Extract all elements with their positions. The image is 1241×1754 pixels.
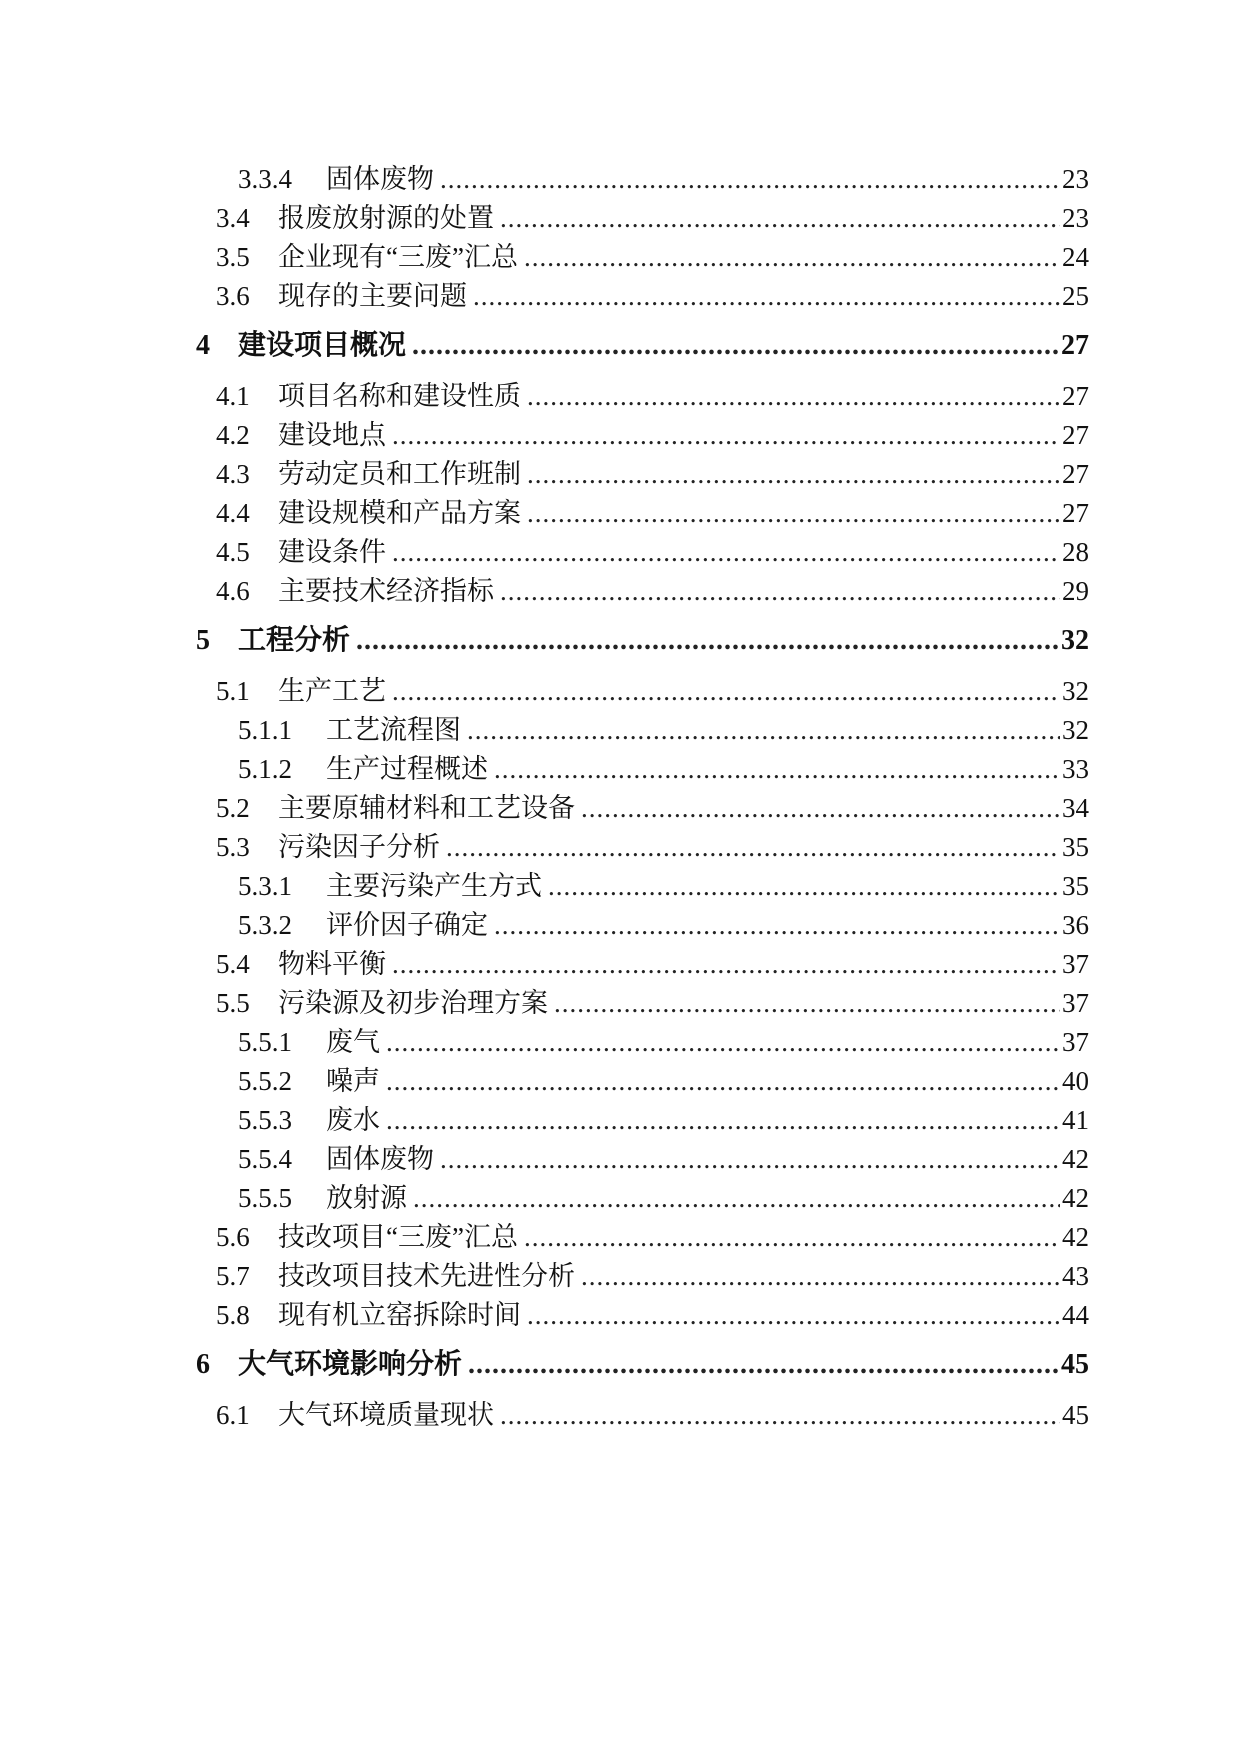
toc-entry[interactable]: [196, 418, 1089, 452]
toc-entry-page-number: 29: [1062, 576, 1089, 606]
toc-entry-title: 大气环境影响分析: [238, 1349, 463, 1380]
dot-leader: [500, 201, 1060, 235]
toc-entry-page-number: 45: [1061, 1349, 1089, 1380]
toc-entry-page-number: 43: [1062, 1261, 1089, 1291]
toc-entry-title: 物料平衡: [278, 949, 386, 979]
dot-leader: [524, 1220, 1060, 1254]
toc-entry-title: 废水: [326, 1105, 380, 1135]
toc-entry-page-number: 32: [1062, 676, 1089, 706]
toc-entry-number: 3.5: [216, 242, 250, 272]
toc-entry-title: 大气环境质量现状: [278, 1400, 494, 1430]
dot-leader: [392, 535, 1060, 569]
toc-entry-title: 现有机立窑拆除时间: [278, 1300, 521, 1330]
toc-entry-title: 生产工艺: [278, 676, 386, 706]
toc-entry-number: 5.5.1: [238, 1027, 292, 1057]
toc-entry-page-number: 27: [1062, 498, 1089, 528]
toc-entry-number: 5.5.4: [238, 1144, 292, 1174]
toc-entry[interactable]: [196, 752, 1089, 786]
toc-entry[interactable]: [196, 162, 1089, 196]
toc-entry-number: 3.6: [216, 281, 250, 311]
toc-entry-title: 生产过程概述: [326, 754, 488, 784]
toc-entry-title: 污染源及初步治理方案: [278, 988, 548, 1018]
dot-leader: [494, 908, 1060, 942]
toc-entry-title: 建设地点: [278, 420, 386, 450]
toc-entry-title: 现存的主要问题: [278, 281, 467, 311]
toc-entry[interactable]: [196, 869, 1089, 903]
toc-entry-title: 放射源: [326, 1183, 407, 1213]
toc-entry-number: 4: [196, 330, 210, 361]
toc-entry-title: 废气: [326, 1027, 380, 1057]
dot-leader: [392, 947, 1060, 981]
dot-leader: [386, 1064, 1060, 1098]
toc-entry-number: 5.5.2: [238, 1066, 292, 1096]
dot-leader: [473, 279, 1060, 313]
toc-entry-page-number: 42: [1062, 1222, 1089, 1252]
toc-entry-page-number: 32: [1062, 715, 1089, 745]
toc-entry[interactable]: [196, 1181, 1089, 1215]
dot-leader: [494, 752, 1060, 786]
toc-entry[interactable]: [196, 1345, 1089, 1385]
toc-entry[interactable]: [196, 201, 1089, 235]
toc-entry-title: 建设规模和产品方案: [278, 498, 521, 528]
toc-entry-title: 固体废物: [326, 164, 434, 194]
toc-entry-number: 5: [196, 625, 210, 656]
dot-leader: [446, 830, 1060, 864]
toc-entry-title: 主要原辅材料和工艺设备: [278, 793, 575, 823]
toc-entry-number: 6.1: [216, 1400, 250, 1430]
dot-leader: [386, 1103, 1060, 1137]
toc-entry-number: 5.1: [216, 676, 250, 706]
toc-entry-page-number: 37: [1062, 1027, 1089, 1057]
dot-leader: [554, 986, 1060, 1020]
toc-entry-page-number: 42: [1062, 1144, 1089, 1174]
dot-leader: [468, 1345, 1059, 1385]
toc-entry-page-number: 35: [1062, 832, 1089, 862]
toc-entry-page-number: 27: [1062, 459, 1089, 489]
toc-entry-number: 5.6: [216, 1222, 250, 1252]
toc-entry-number: 6: [196, 1349, 210, 1380]
toc-entry-page-number: 27: [1062, 420, 1089, 450]
toc-entry[interactable]: [196, 1103, 1089, 1137]
toc-entry-number: 5.7: [216, 1261, 250, 1291]
dot-leader: [524, 240, 1060, 274]
toc-entry-number: 3.4: [216, 203, 250, 233]
toc-entry-number: 5.5: [216, 988, 250, 1018]
toc-entry-page-number: 33: [1062, 754, 1089, 784]
toc-entry[interactable]: [196, 240, 1089, 274]
toc-entry[interactable]: [196, 1298, 1089, 1332]
toc-entry[interactable]: [196, 830, 1089, 864]
toc-entry[interactable]: [196, 986, 1089, 1020]
dot-leader: [392, 418, 1060, 452]
toc-entry-title: 建设项目概况: [238, 330, 407, 361]
toc-entry-title: 污染因子分析: [278, 832, 440, 862]
toc-entry-number: 4.1: [216, 381, 250, 411]
dot-leader: [467, 713, 1060, 747]
toc-entry-page-number: 23: [1062, 203, 1089, 233]
toc-entry-page-number: 37: [1062, 949, 1089, 979]
dot-leader: [440, 162, 1060, 196]
toc-entry[interactable]: [196, 1398, 1089, 1432]
toc-entry-title: 技改项目“三废”汇总: [278, 1222, 518, 1252]
dot-leader: [356, 621, 1059, 661]
dot-leader: [440, 1142, 1060, 1176]
toc-entry-page-number: 44: [1062, 1300, 1089, 1330]
toc-entry-title: 噪声: [326, 1066, 380, 1096]
toc-entry[interactable]: [196, 908, 1089, 942]
toc-entry-page-number: 35: [1062, 871, 1089, 901]
toc-entry[interactable]: [196, 279, 1089, 313]
toc-entry-page-number: 36: [1062, 910, 1089, 940]
toc-entry[interactable]: [196, 379, 1089, 413]
toc-entry-number: 5.5.3: [238, 1105, 292, 1135]
toc-entry-number: 5.4: [216, 949, 250, 979]
toc-entry-page-number: 32: [1061, 625, 1089, 656]
toc-entry-number: 5.3.1: [238, 871, 292, 901]
toc-entry[interactable]: [196, 326, 1089, 366]
toc-entry-number: 5.1.1: [238, 715, 292, 745]
toc-entry[interactable]: [196, 496, 1089, 530]
toc-entry[interactable]: [196, 1220, 1089, 1254]
toc-entry[interactable]: [196, 1259, 1089, 1293]
toc-entry-title: 报废放射源的处置: [278, 203, 494, 233]
toc-entry-title: 企业现有“三废”汇总: [278, 242, 518, 272]
toc-entry-page-number: 37: [1062, 988, 1089, 1018]
toc-entry-page-number: 27: [1062, 381, 1089, 411]
dot-leader: [527, 379, 1060, 413]
dot-leader: [548, 869, 1060, 903]
toc-entry-title: 评价因子确定: [326, 910, 488, 940]
toc-entry-title: 劳动定员和工作班制: [278, 459, 521, 489]
toc-entry-number: 5.3: [216, 832, 250, 862]
dot-leader: [581, 791, 1060, 825]
toc-entry-page-number: 40: [1062, 1066, 1089, 1096]
dot-leader: [412, 326, 1059, 366]
toc-entry-number: 4.4: [216, 498, 250, 528]
toc-entry[interactable]: [196, 574, 1089, 608]
toc-entry-page-number: 24: [1062, 242, 1089, 272]
toc-entry-title: 技改项目技术先进性分析: [278, 1261, 575, 1291]
toc-entry-page-number: 23: [1062, 164, 1089, 194]
toc-entry-number: 4.5: [216, 537, 250, 567]
toc-entry[interactable]: [196, 791, 1089, 825]
toc-entry[interactable]: [196, 713, 1089, 747]
toc-entry[interactable]: [196, 674, 1089, 708]
toc-entry-page-number: 45: [1062, 1400, 1089, 1430]
toc-entry-page-number: 34: [1062, 793, 1089, 823]
toc-entry-title: 建设条件: [278, 537, 386, 567]
toc-entry[interactable]: [196, 621, 1089, 661]
toc-entry-number: 4.2: [216, 420, 250, 450]
dot-leader: [527, 1298, 1060, 1332]
toc-entry-title: 主要技术经济指标: [278, 576, 494, 606]
toc-entry[interactable]: [196, 1142, 1089, 1176]
toc-entry-title: 工程分析: [238, 625, 351, 656]
toc-entry-page-number: 41: [1062, 1105, 1089, 1135]
toc-entry-number: 4.3: [216, 459, 250, 489]
toc-entry-page-number: 25: [1062, 281, 1089, 311]
toc-entry-title: 工艺流程图: [326, 715, 461, 745]
toc-entry-title: 固体废物: [326, 1144, 434, 1174]
toc-entry[interactable]: [196, 1064, 1089, 1098]
toc-entry-number: 5.1.2: [238, 754, 292, 784]
dot-leader: [527, 496, 1060, 530]
toc-entry-number: 5.5.5: [238, 1183, 292, 1213]
dot-leader: [500, 574, 1060, 608]
toc-entry[interactable]: [196, 457, 1089, 491]
toc-entry-page-number: 27: [1061, 330, 1089, 361]
toc-entry-number: 5.8: [216, 1300, 250, 1330]
dot-leader: [581, 1259, 1060, 1293]
toc-entry-number: 5.2: [216, 793, 250, 823]
toc-entry-page-number: 42: [1062, 1183, 1089, 1213]
toc-entry[interactable]: [196, 535, 1089, 569]
toc-entry-number: 5.3.2: [238, 910, 292, 940]
toc-entry-title: 主要污染产生方式: [326, 871, 542, 901]
dot-leader: [392, 674, 1060, 708]
toc-entry[interactable]: [196, 947, 1089, 981]
toc-entry-title: 项目名称和建设性质: [278, 381, 521, 411]
toc-entry-number: 4.6: [216, 576, 250, 606]
dot-leader: [500, 1398, 1060, 1432]
toc-entry[interactable]: [196, 1025, 1089, 1059]
toc-entry-number: 3.3.4: [238, 164, 292, 194]
toc-entry-page-number: 28: [1062, 537, 1089, 567]
dot-leader: [527, 457, 1060, 491]
dot-leader: [413, 1181, 1060, 1215]
dot-leader: [386, 1025, 1060, 1059]
